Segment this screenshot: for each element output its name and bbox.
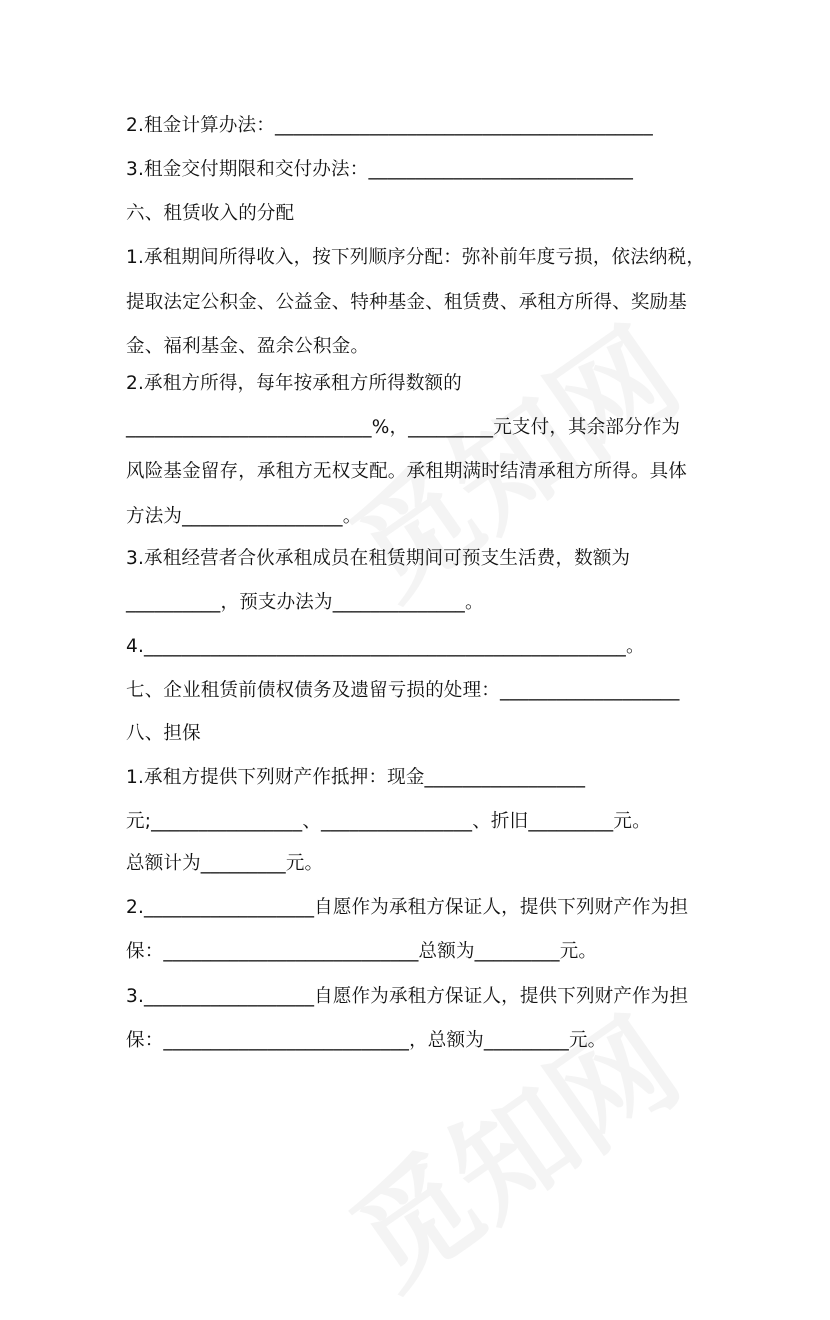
paragraph-line: 元;________________、________________、折旧_________元。: [126, 811, 651, 832]
clause-3-rent-payment: 3.租金交付期限和交付办法：____________________________: [126, 159, 634, 180]
paragraph-line: 金、福利基金、盈余公积金。: [126, 336, 370, 357]
paragraph-line: 1.承租方提供下列财产作抵押：现金_________________: [126, 767, 586, 788]
paragraph-line: 保：___________________________总额为_________元。: [126, 941, 598, 962]
paragraph-line: 3.__________________自愿作为承租方保证人，提供下列财产作为担: [126, 986, 689, 1007]
paragraph-line: 2.__________________自愿作为承租方保证人，提供下列财产作为担: [126, 897, 689, 918]
paragraph-line: 保：__________________________，总额为_________元。: [126, 1030, 607, 1051]
paragraph-line: 方法为_________________。: [126, 506, 362, 527]
paragraph-line: 1.承租期间所得收入，按下列顺序分配：弥补前年度亏损，依法纳税，: [126, 247, 706, 268]
paragraph-line: 2.承租方所得，每年按承租方所得数额的: [126, 373, 462, 394]
paragraph-line: 3.承租经营者合伙承租成员在租赁期间可预支生活费，数额为: [126, 548, 631, 569]
section-7-heading: 七、企业租赁前债权债务及遗留亏损的处理：___________________: [126, 680, 680, 701]
paragraph-line: 提取法定公积金、公益金、特种基金、租赁费、承租方所得、奖励基: [126, 292, 688, 313]
section-6-heading: 六、租赁收入的分配: [126, 203, 295, 224]
paragraph-line: __________________________%，_________元支付，其余部分作为: [126, 417, 681, 438]
paragraph-line: 风险基金留存，承租方无权支配。承租期满时结清承租方所得。具体: [126, 461, 688, 482]
watermark: [313, 972, 707, 1319]
clause-2-rent-calculation: 2.租金计算办法：________________________________________: [126, 115, 653, 136]
paragraph-line: 总额计为_________元。: [126, 853, 324, 874]
paragraph-line: __________，预支办法为______________。: [126, 592, 484, 613]
section-8-heading: 八、担保: [126, 723, 201, 744]
paragraph-line: 4.___________________________________________________。: [126, 636, 645, 657]
